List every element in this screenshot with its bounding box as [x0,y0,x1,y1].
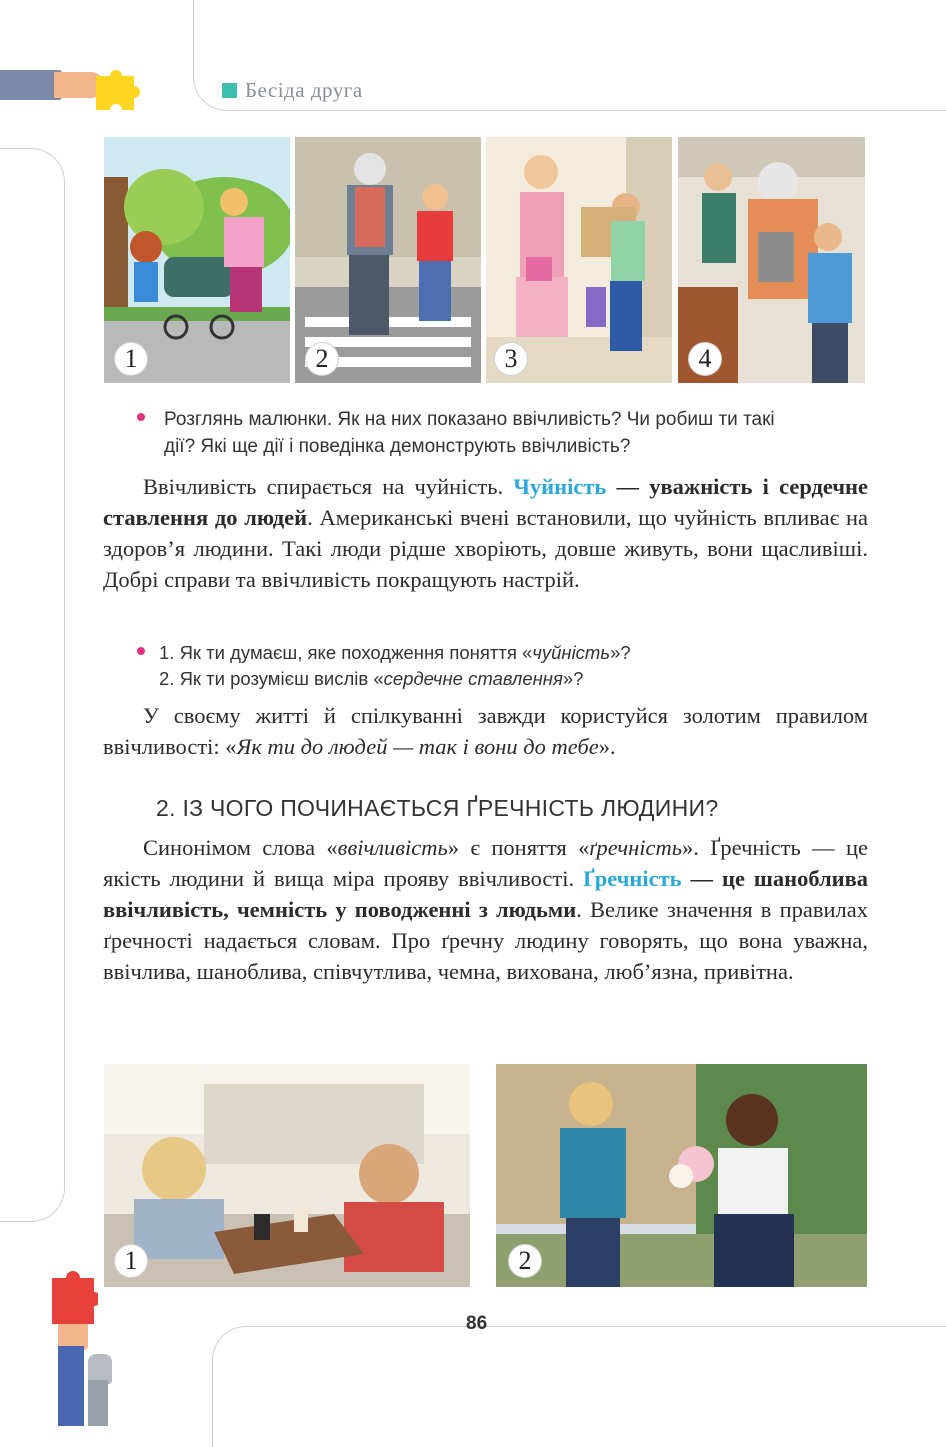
question-1: 1. Як ти думаєш, яке походження поняття «чуйність»? [159,642,631,663]
section-heading: 2. ІЗ ЧОГО ПОЧИНАЄТЬСЯ ҐРЕЧНІСТЬ ЛЮДИНИ? [156,795,719,821]
illustration-3 [486,137,672,383]
task-questions-1 [164,406,775,460]
text: У своєму житті й спілкуванні завжди користуйся золотим правилом ввічливості: « [103,703,868,759]
illustration-number: 2 [305,342,339,376]
grey-sleeve-decoration [88,1380,108,1426]
yellow-puzzle-icon [94,68,140,112]
bullet-icon [137,413,145,421]
section-header [222,78,363,103]
illustration-2 [295,137,481,383]
illustration-number: 3 [494,342,528,376]
text: Ввічливість спирається на чуйність. [143,474,504,499]
photo-flowers-gift [496,1064,867,1287]
text: ». [598,734,616,759]
red-puzzle-icon [50,1268,98,1328]
paragraph-courtesy: Синонімом слова «ввічливість» є поняття «ґречність». Ґречність — це якість людини й вища міра прояву ввічливості. Ґречність — це шаноблива ввічливість, чемність у поводженні з людьми. Велике значення в правилах ґречності надається словам. Про ґречну людину говорять, що вона уважна, ввічлива, шаноблива, співчутлива, чемна, вихована, люб’язна, привітна. [103,835,869,984]
page-frame-bottom [212,1326,946,1447]
text: . Велике значення в правилах ґречності надається словам. Про ґречну людину говорять, що вона уважна, ввічлива, шаноблива, співчутлива, чемна, вихована, люб’язна, привітна. [103,897,868,984]
question-2: 2. Як ти розумієш вислів «сердечне ставлення»? [159,668,584,689]
task-line: дії? Які ще дії і поведінка демонструють ввічливість? [164,436,631,457]
blue-sleeve-decoration [58,1346,84,1426]
quote: Як ти до людей — так і вони до тебе [236,734,599,759]
term-chuinist: Чуйність [513,474,607,499]
illustration-number: 1 [114,342,148,376]
text: . Американські вчені встановили, що чуйність впливає на здоров’я людини. Такі люди рідше хворіють, довше живуть, вони щасливіші. Добрі справи та ввічливість покращують настрій. [103,505,868,592]
page-frame-left [0,148,65,1222]
photo-chess-handshake [104,1064,470,1287]
sleeve-decoration [0,70,62,100]
section-title: Бесіда друга [245,78,363,102]
photo-number: 1 [114,1244,148,1278]
definition: — уважність і сердечне ставлення до людей [103,474,868,530]
paragraph-sensitivity [103,471,868,595]
page-number: 86 [466,1313,488,1334]
photo-number: 2 [508,1244,542,1278]
definition: — це шаноблива ввічливість, чемність у поводженні з людьми [103,866,869,922]
illustration-4 [678,137,865,383]
paragraph-golden-rule [103,700,868,762]
illustration-number: 4 [688,342,722,376]
task-line: Розглянь малюнки. Як на них показано ввічливість? Чи робиш ти такі [164,409,775,430]
section-marker-icon [222,83,237,98]
term-grechnist: Ґречність [583,866,682,891]
bullet-icon [137,647,145,655]
illustration-1 [104,137,290,383]
task-questions-2 [159,640,631,692]
